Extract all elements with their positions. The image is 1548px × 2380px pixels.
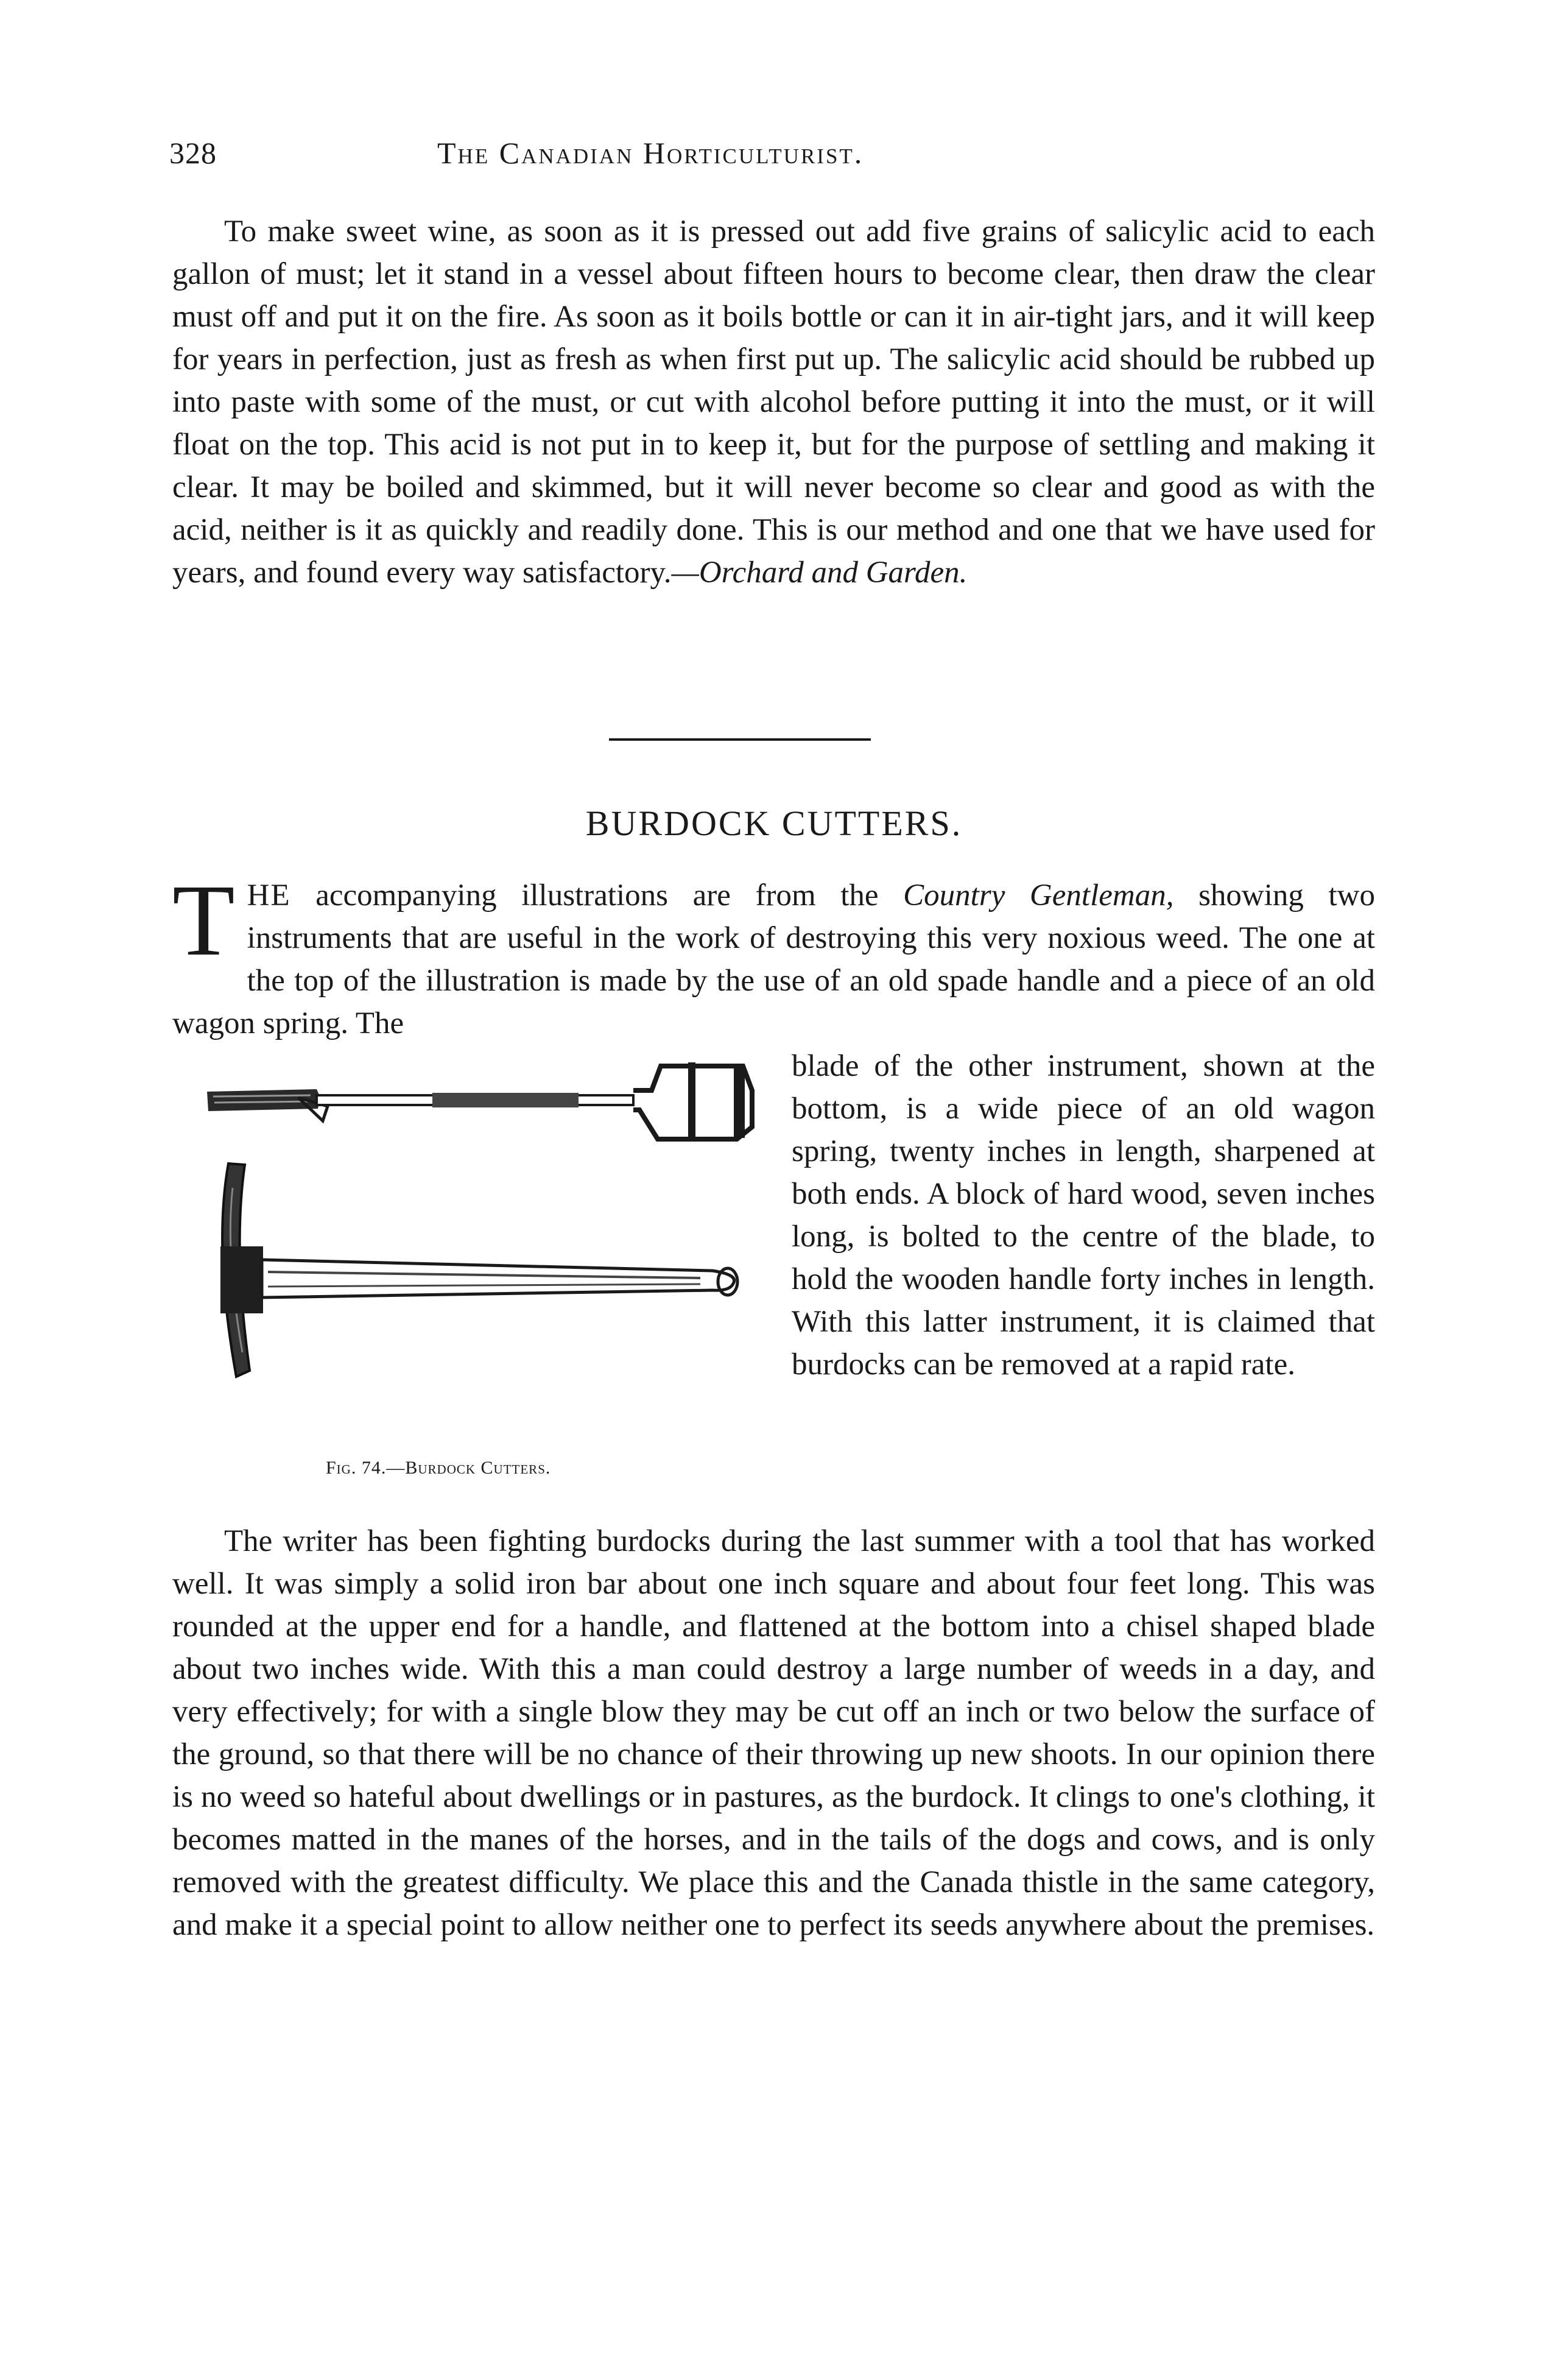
lead-in: HE <box>247 878 291 913</box>
wine-paragraph <box>172 210 1375 594</box>
figure-side-text: blade of the other instrument, shown at the bottom, is a wide piece of an old wagon spring, twenty inches in length, sharpened at both ends. A block of hard wood, seven inches long, is bolted to the centre of the blade, to hold the wooden handle forty inches in length. With this latter instrument, it is claimed that burdocks can be removed at a rapid rate. <box>792 1049 1375 1382</box>
wine-paragraph-body: To make sweet wine, as soon as it is pressed out add five grains of salicylic acid to each gallon of must; let it stand in a vessel about fifteen hours to become clear, then draw the clear must off and put it on the fire. As soon as it boils bottle or can it in air-tight jars, and it will keep for years in perfection, just as fresh as when first put up. The salicylic acid should be rubbed up into paste with some of the must, or cut with alcohol before putting it into the must, or it will float on the top. This acid is not put in to keep it, but for the purpose of settling and making it clear. It may be boiled and skimmed, but it will never become so clear and good as with the acid, neither is it as quickly and readily done. This is our method and one that we have used for years, and found every way satisfactory. <box>172 214 1375 590</box>
burdock-cutters-illustration <box>177 1048 767 1450</box>
intro-paragraph <box>172 864 1376 1045</box>
drop-cap: T <box>172 864 235 977</box>
writer-paragraph-text: The writer has been fighting burdocks during the last summer with a tool that has worked well. It was simply a solid iron bar about one inch square and about four feet long. This was rounded at the upper end for a handle, and flattened at the bottom into a chisel shaped blade about two inches wide. With this a man could destroy a large number of weeds in a day, and very effectively; for with a single blow they may be cut off an inch or two below the surface of the ground, so that there will be no chance of their throwing up new shoots. In our opinion there is no weed so hateful about dwellings or in pastures, as the burdock. It clings to one's clothing, it becomes matted in the manes of the horses, and in the tails of the dogs and cows, and is only removed with the greatest difficulty. We place this and the Canada thistle in the same category, and make it a special point to allow neither one to perfect its seeds anywhere about the premises. <box>172 1524 1375 1942</box>
running-title: The Canadian Horticulturist. <box>437 136 864 170</box>
intro-body: accompanying illustrations are from the <box>315 878 879 913</box>
section-divider <box>609 738 871 741</box>
figure-caption: Fig. 74.—Burdock Cutters. <box>326 1458 551 1478</box>
wine-paragraph-text <box>172 210 1375 594</box>
spade-handle-cutter <box>207 1062 752 1142</box>
wine-source-citation: —Orchard and Garden. <box>671 556 968 590</box>
intro-text <box>172 864 1376 1045</box>
publication-name: Country Gentleman, <box>903 878 1174 913</box>
writer-paragraph <box>172 1520 1375 1946</box>
section-title: BURDOCK CUTTERS. <box>585 803 963 843</box>
pick-style-cutter <box>220 1164 737 1377</box>
intro-body-rest: showing two instruments that are useful in the work of destroying this very noxious weed. The one at the top of the illustration is made by the use of an old spade handle and a piece of an old wagon spring. The <box>172 878 1376 1040</box>
burdock-cutters-figure <box>177 1048 767 1486</box>
running-head <box>169 135 1387 184</box>
page-number: 328 <box>169 136 217 170</box>
